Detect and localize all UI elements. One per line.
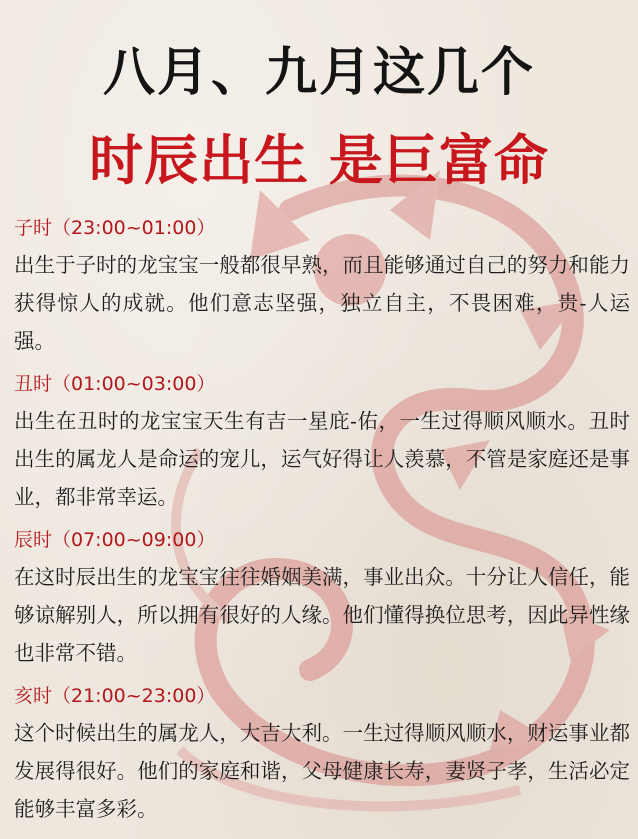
section-text: 在这时辰出生的龙宝宝往往婚姻美满，事业出众。十分让人信任，能够谅解别人，所以拥有很好的人缘。他们懂得换位思考，因此异性缘也非常不错。 [14,565,630,665]
section-zishi [14,210,630,360]
section-heading: 子时（23:00~01:00） [14,217,216,239]
section-chenshi [14,522,630,672]
section-heading: 丑时（01:00~03:00） [14,373,216,395]
page-subtitle: 时辰出生 是巨富命 [89,129,549,192]
section-text: 出生于子时的龙宝宝一般都很早熟，而且能够通过自己的努力和能力获得惊人的成就。他们意志坚强，独立自主，不畏困难，贵-人运强。 [14,253,630,353]
section-text: 出生在丑时的龙宝宝天生有吉一星庇-佑，一生过得顺风顺水。丑时出生的属龙人是命运的宠儿，运气好得让人羡慕，不管是家庭还是事业，都非常幸运。 [14,409,630,509]
article-content [14,210,630,834]
page-title: 八月、九月这几个 [102,43,535,103]
section-heading: 辰时（07:00~09:00） [14,529,216,551]
section-choushi [14,366,630,516]
section-heading: 亥时（21:00~23:00） [14,685,216,707]
section-haishi [14,678,630,828]
section-text: 这个时候出生的属龙人，大吉大利。一生过得顺风顺水，财运事业都发展得很好。他们的家庭和谐，父母健康长寿，妻贤子孝，生活必定能够丰富多彩。 [14,721,630,821]
